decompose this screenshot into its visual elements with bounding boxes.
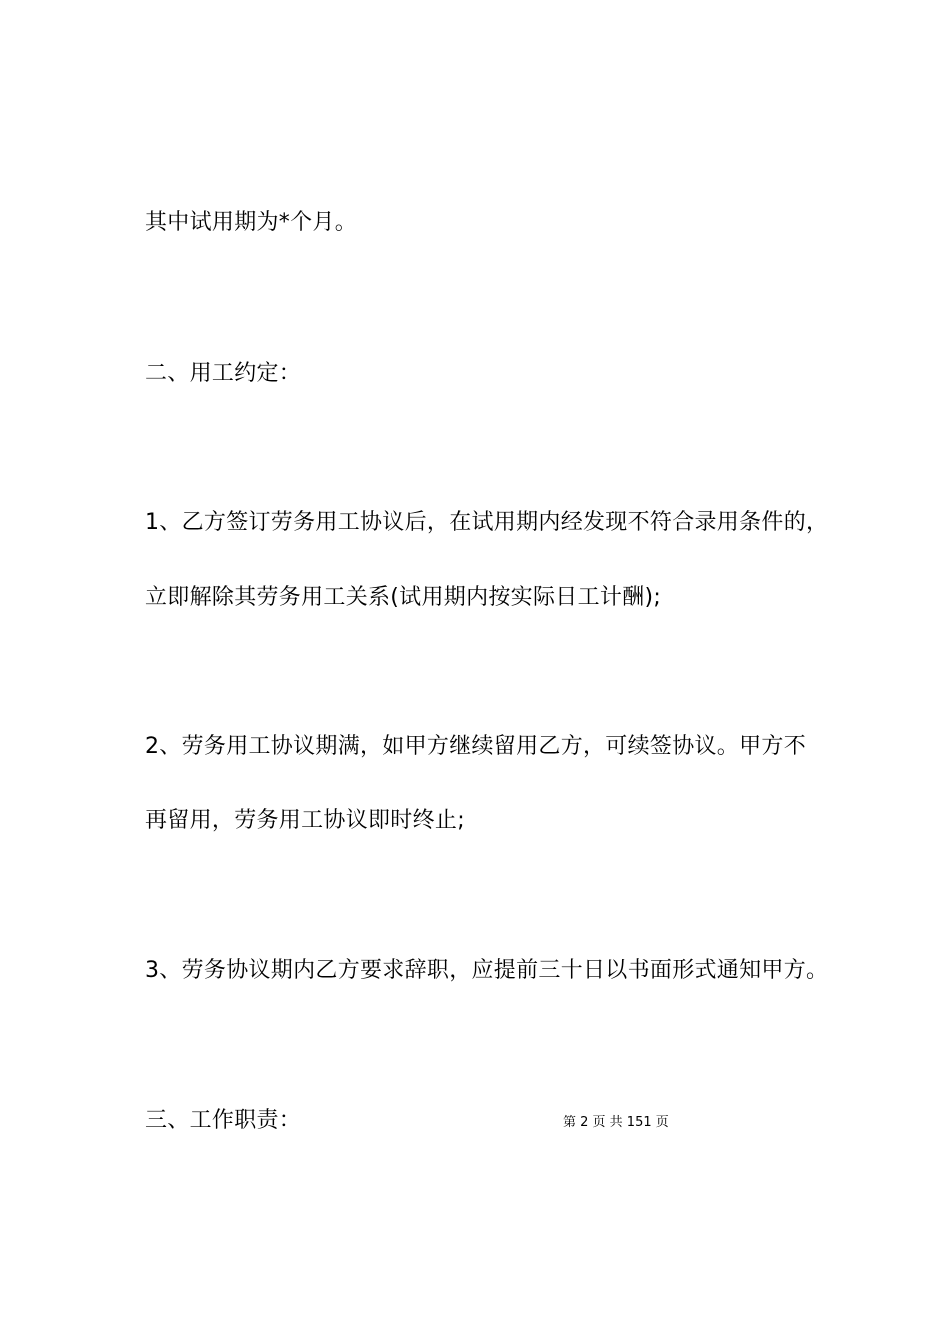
clause-2-line-2: 再留用，劳务用工协议即时终止; — [145, 808, 465, 833]
clause-3-line: 3、劳务协议期内乙方要求辞职，应提前三十日以书面形式通知甲方。 — [145, 958, 829, 983]
page-number-footer: 第 2 页 共 151 页 — [563, 1115, 669, 1130]
section-3-heading: 三、工作职责： — [145, 1108, 302, 1133]
clause-1-line-2: 立即解除其劳务用工关系(试用期内按实际日工计酬); — [145, 585, 662, 610]
section-2-heading: 二、用工约定： — [145, 361, 302, 386]
probation-period-line: 其中试用期为*个月。 — [145, 210, 358, 235]
clause-2-line-1: 2、劳务用工协议期满，如甲方继续留用乙方，可续签协议。甲方不 — [145, 734, 806, 759]
clause-1-line-1: 1、乙方签订劳务用工协议后，在试用期内经发现不符合录用条件的， — [145, 510, 829, 535]
